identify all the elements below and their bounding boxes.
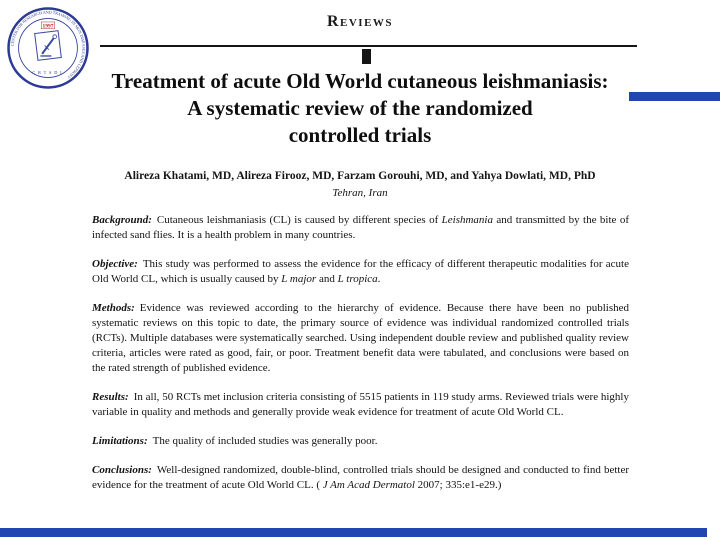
abstract-objective-italic-2: L tropica — [337, 273, 378, 285]
seal-year: 1997 — [42, 23, 54, 30]
abstract-objective-text-2: and — [316, 273, 338, 285]
abstract-methods-label: Methods: — [92, 302, 135, 314]
abstract-limitations — [92, 434, 629, 449]
abstract-objective-label: Objective: — [92, 258, 138, 270]
author-list: Alireza Khatami, MD, Alireza Firooz, MD, Farzam Gorouhi, MD, and Yahya Dowlati, MD, PhD — [124, 170, 596, 182]
abstract — [92, 213, 629, 507]
author-location: Tehran, Iran — [332, 187, 388, 199]
abstract-background-text-2: and transmitted by the bite of infected sand flies. It is a health problem in many countries. — [92, 214, 629, 241]
seal-ring-text: CENTER FOR RESEARCH AND TRAINING IN SKIN DISEASES AND LEPROSY — [9, 9, 87, 81]
abstract-objective-text-3: . — [377, 273, 381, 285]
abstract-objective-text: This study was performed to assess the evidence for the efficacy of different therapeutic modalities for acute Old World CL, which is usually caused by — [92, 258, 629, 285]
header-rule-marker — [362, 49, 371, 64]
abstract-conclusions-text: Well-designed randomized, double-blind, controlled trials should be designed and conducted to find better evidence for the treatment of acute Old World CL. ( — [92, 464, 629, 491]
abstract-results-text: In all, 50 RCTs met inclusion criteria consisting of 5515 patients in 119 study arms. Reviewed trials were highly variable in quality and methods and generally provide weak evidence for treatment of acute Old World CL. — [92, 391, 629, 418]
abstract-results — [92, 390, 629, 420]
article-title-line-1: Treatment of acute Old World cutaneous leishmaniasis: — [111, 69, 609, 93]
abstract-objective-italic-1: L major — [281, 273, 317, 285]
article-title-line-3: controlled trials — [288, 123, 432, 147]
abstract-methods-text: Evidence was reviewed according to the hierarchy of evidence. Because there have been no published systematic reviews on this topic to date, the primary source of evidence was individual randomized controlled trials (RCTs). Multiple databases were systematically searched. Using independent double review and published quality review criteria, articles were rated as good, fair, or poor. Treatment benefit data were tabulated, and conclusions were based on the rated strength of published evidence. — [92, 302, 629, 374]
abstract-conclusions-label: Conclusions: — [92, 464, 152, 476]
abstract-conclusions — [92, 463, 629, 493]
accent-bar-bottom — [0, 528, 707, 537]
article-title-line-2: A systematic review of the randomized — [187, 96, 533, 120]
abstract-background — [92, 213, 629, 243]
abstract-limitations-text: The quality of included studies was generally poor. — [152, 435, 378, 447]
article-title — [70, 68, 650, 149]
abstract-limitations-label: Limitations: — [92, 435, 148, 447]
abstract-background-italic: Leishmania — [441, 214, 493, 226]
abstract-conclusions-citation-journal: J Am Acad Dermatol — [322, 479, 415, 491]
abstract-conclusions-citation-rest: 2007; 335:e1-e29.) — [414, 479, 502, 491]
header-rule — [100, 45, 637, 47]
abstract-objective — [92, 257, 629, 287]
abstract-background-label: Background: — [92, 214, 152, 226]
seal-bottom-text: C R T S D L — [32, 70, 64, 76]
abstract-background-text: Cutaneous leishmaniasis (CL) is caused by different species of — [156, 214, 442, 226]
abstract-results-label: Results: — [92, 391, 129, 403]
journal-section-header: Reviews — [326, 13, 394, 30]
abstract-methods — [92, 301, 629, 376]
